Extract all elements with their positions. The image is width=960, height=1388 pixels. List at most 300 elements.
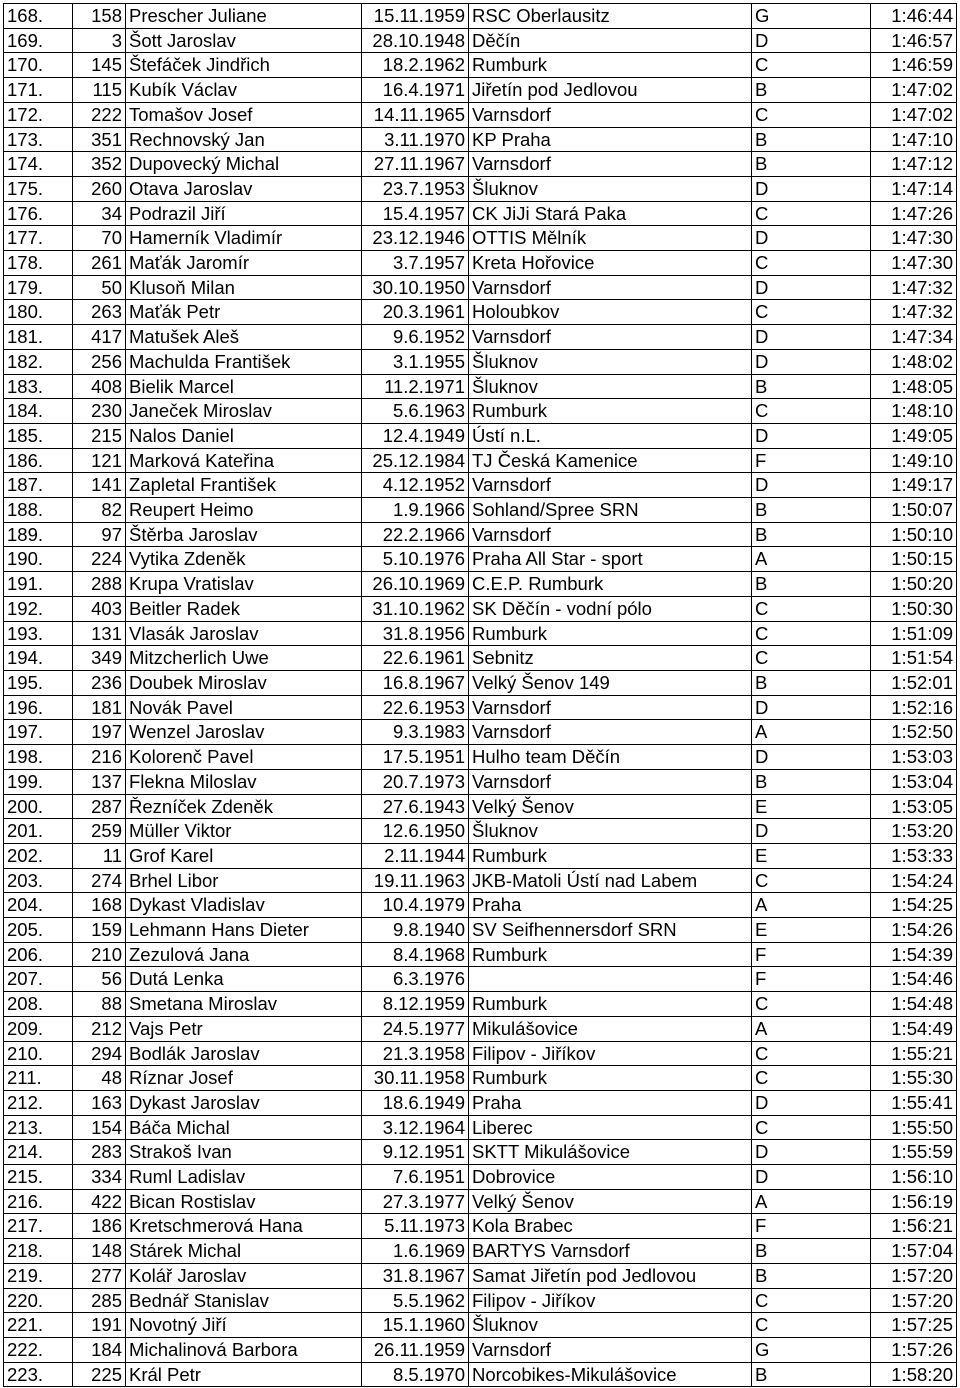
birth-date-cell: 27.6.1943 <box>362 794 469 819</box>
category-cell: C <box>752 621 871 646</box>
category-cell: B <box>752 498 871 523</box>
category-cell: C <box>752 868 871 893</box>
finish-time-cell: 1:56:19 <box>871 1189 957 1214</box>
table-row <box>4 1115 957 1140</box>
birth-date-cell: 9.3.1983 <box>362 720 469 745</box>
runner-name-cell: Rechnovský Jan <box>126 127 362 152</box>
bib-number-cell: 70 <box>73 226 126 251</box>
category-cell: D <box>752 1165 871 1190</box>
runner-name-cell: Novák Pavel <box>126 695 362 720</box>
rank-cell: 168. <box>4 4 73 29</box>
category-cell: B <box>752 769 871 794</box>
club-cell: Šluknov <box>469 819 752 844</box>
rank-cell: 192. <box>4 596 73 621</box>
birth-date-cell: 4.12.1952 <box>362 473 469 498</box>
runner-name-cell: Tomašov Josef <box>126 102 362 127</box>
rank-cell: 185. <box>4 423 73 448</box>
finish-time-cell: 1:47:02 <box>871 102 957 127</box>
rank-cell: 210. <box>4 1041 73 1066</box>
birth-date-cell: 22.6.1953 <box>362 695 469 720</box>
birth-date-cell: 15.11.1959 <box>362 4 469 29</box>
club-cell: Varnsdorf <box>469 473 752 498</box>
category-cell: C <box>752 300 871 325</box>
finish-time-cell: 1:47:32 <box>871 275 957 300</box>
rank-cell: 214. <box>4 1140 73 1165</box>
runner-name-cell: Ríznar Josef <box>126 1066 362 1091</box>
bib-number-cell: 191 <box>73 1313 126 1338</box>
runner-name-cell: Reupert Heimo <box>126 498 362 523</box>
rank-cell: 200. <box>4 794 73 819</box>
birth-date-cell: 17.5.1951 <box>362 745 469 770</box>
finish-time-cell: 1:55:50 <box>871 1115 957 1140</box>
finish-time-cell: 1:54:26 <box>871 918 957 943</box>
club-cell: KP Praha <box>469 127 752 152</box>
bib-number-cell: 48 <box>73 1066 126 1091</box>
finish-time-cell: 1:47:14 <box>871 176 957 201</box>
runner-name-cell: Brhel Libor <box>126 868 362 893</box>
club-cell: Jiřetín pod Jedlovou <box>469 78 752 103</box>
category-cell: A <box>752 720 871 745</box>
finish-time-cell: 1:58:20 <box>871 1362 957 1387</box>
rank-cell: 222. <box>4 1337 73 1362</box>
category-cell: B <box>752 670 871 695</box>
runner-name-cell: Prescher Juliane <box>126 4 362 29</box>
table-row <box>4 819 957 844</box>
bib-number-cell: 210 <box>73 942 126 967</box>
category-cell: C <box>752 646 871 671</box>
bib-number-cell: 3 <box>73 28 126 53</box>
birth-date-cell: 20.7.1973 <box>362 769 469 794</box>
birth-date-cell: 9.12.1951 <box>362 1140 469 1165</box>
club-cell: TJ Česká Kamenice <box>469 448 752 473</box>
rank-cell: 202. <box>4 843 73 868</box>
table-row <box>4 547 957 572</box>
bib-number-cell: 285 <box>73 1288 126 1313</box>
club-cell <box>469 967 752 992</box>
rank-cell: 215. <box>4 1165 73 1190</box>
birth-date-cell: 16.8.1967 <box>362 670 469 695</box>
rank-cell: 182. <box>4 349 73 374</box>
rank-cell: 223. <box>4 1362 73 1387</box>
runner-name-cell: Zapletal František <box>126 473 362 498</box>
bib-number-cell: 115 <box>73 78 126 103</box>
rank-cell: 198. <box>4 745 73 770</box>
table-row <box>4 1165 957 1190</box>
club-cell: Ústí n.L. <box>469 423 752 448</box>
table-row <box>4 893 957 918</box>
category-cell: D <box>752 1140 871 1165</box>
club-cell: Sebnitz <box>469 646 752 671</box>
finish-time-cell: 1:47:34 <box>871 325 957 350</box>
bib-number-cell: 121 <box>73 448 126 473</box>
table-row <box>4 868 957 893</box>
finish-time-cell: 1:49:10 <box>871 448 957 473</box>
table-row <box>4 53 957 78</box>
bib-number-cell: 259 <box>73 819 126 844</box>
club-cell: Filipov - Jiříkov <box>469 1288 752 1313</box>
bib-number-cell: 34 <box>73 201 126 226</box>
runner-name-cell: Doubek Miroslav <box>126 670 362 695</box>
bib-number-cell: 294 <box>73 1041 126 1066</box>
rank-cell: 203. <box>4 868 73 893</box>
table-row <box>4 251 957 276</box>
finish-time-cell: 1:55:41 <box>871 1090 957 1115</box>
rank-cell: 172. <box>4 102 73 127</box>
birth-date-cell: 9.6.1952 <box>362 325 469 350</box>
finish-time-cell: 1:48:05 <box>871 374 957 399</box>
category-cell: C <box>752 201 871 226</box>
birth-date-cell: 19.11.1963 <box>362 868 469 893</box>
category-cell: D <box>752 1090 871 1115</box>
birth-date-cell: 11.2.1971 <box>362 374 469 399</box>
club-cell: CK JiJi Stará Paka <box>469 201 752 226</box>
club-cell: Kola Brabec <box>469 1214 752 1239</box>
rank-cell: 176. <box>4 201 73 226</box>
bib-number-cell: 131 <box>73 621 126 646</box>
category-cell: D <box>752 423 871 448</box>
bib-number-cell: 145 <box>73 53 126 78</box>
rank-cell: 218. <box>4 1239 73 1264</box>
runner-name-cell: Marková Kateřina <box>126 448 362 473</box>
rank-cell: 169. <box>4 28 73 53</box>
club-cell: Velký Šenov <box>469 794 752 819</box>
bib-number-cell: 225 <box>73 1362 126 1387</box>
rank-cell: 181. <box>4 325 73 350</box>
rank-cell: 187. <box>4 473 73 498</box>
runner-name-cell: Stárek Michal <box>126 1239 362 1264</box>
runner-name-cell: Dupovecký Michal <box>126 152 362 177</box>
runner-name-cell: Maťák Petr <box>126 300 362 325</box>
club-cell: Velký Šenov <box>469 1189 752 1214</box>
club-cell: Norcobikes-Mikulášovice <box>469 1362 752 1387</box>
category-cell: D <box>752 226 871 251</box>
birth-date-cell: 14.11.1965 <box>362 102 469 127</box>
table-row <box>4 102 957 127</box>
bib-number-cell: 263 <box>73 300 126 325</box>
bib-number-cell: 163 <box>73 1090 126 1115</box>
finish-time-cell: 1:55:59 <box>871 1140 957 1165</box>
runner-name-cell: Dykast Jaroslav <box>126 1090 362 1115</box>
club-cell: Šluknov <box>469 1313 752 1338</box>
runner-name-cell: Krupa Vratislav <box>126 572 362 597</box>
rank-cell: 199. <box>4 769 73 794</box>
table-row <box>4 1090 957 1115</box>
category-cell: F <box>752 942 871 967</box>
birth-date-cell: 18.2.1962 <box>362 53 469 78</box>
bib-number-cell: 141 <box>73 473 126 498</box>
bib-number-cell: 283 <box>73 1140 126 1165</box>
finish-time-cell: 1:54:24 <box>871 868 957 893</box>
rank-cell: 212. <box>4 1090 73 1115</box>
finish-time-cell: 1:47:30 <box>871 251 957 276</box>
category-cell: D <box>752 349 871 374</box>
club-cell: Praha <box>469 1090 752 1115</box>
table-row <box>4 794 957 819</box>
birth-date-cell: 15.4.1957 <box>362 201 469 226</box>
table-row <box>4 745 957 770</box>
finish-time-cell: 1:49:17 <box>871 473 957 498</box>
table-row <box>4 621 957 646</box>
birth-date-cell: 22.6.1961 <box>362 646 469 671</box>
rank-cell: 191. <box>4 572 73 597</box>
runner-name-cell: Machulda František <box>126 349 362 374</box>
table-row <box>4 646 957 671</box>
table-row <box>4 78 957 103</box>
finish-time-cell: 1:46:59 <box>871 53 957 78</box>
club-cell: C.E.P. Rumburk <box>469 572 752 597</box>
runner-name-cell: Podrazil Jiří <box>126 201 362 226</box>
category-cell: E <box>752 794 871 819</box>
category-cell: A <box>752 893 871 918</box>
category-cell: E <box>752 918 871 943</box>
table-row <box>4 226 957 251</box>
finish-time-cell: 1:47:02 <box>871 78 957 103</box>
runner-name-cell: Michalinová Barbora <box>126 1337 362 1362</box>
birth-date-cell: 18.6.1949 <box>362 1090 469 1115</box>
rank-cell: 220. <box>4 1288 73 1313</box>
rank-cell: 208. <box>4 992 73 1017</box>
category-cell: B <box>752 522 871 547</box>
category-cell: B <box>752 1263 871 1288</box>
runner-name-cell: Kolář Jaroslav <box>126 1263 362 1288</box>
category-cell: B <box>752 127 871 152</box>
rank-cell: 174. <box>4 152 73 177</box>
table-row <box>4 992 957 1017</box>
birth-date-cell: 27.3.1977 <box>362 1189 469 1214</box>
finish-time-cell: 1:56:10 <box>871 1165 957 1190</box>
finish-time-cell: 1:50:15 <box>871 547 957 572</box>
rank-cell: 219. <box>4 1263 73 1288</box>
club-cell: Rumburk <box>469 53 752 78</box>
table-row <box>4 695 957 720</box>
club-cell: Kreta Hořovice <box>469 251 752 276</box>
rank-cell: 190. <box>4 547 73 572</box>
finish-time-cell: 1:49:05 <box>871 423 957 448</box>
runner-name-cell: Kubík Václav <box>126 78 362 103</box>
table-row <box>4 1189 957 1214</box>
results-body <box>4 4 957 1387</box>
bib-number-cell: 256 <box>73 349 126 374</box>
bib-number-cell: 408 <box>73 374 126 399</box>
table-row <box>4 1362 957 1387</box>
finish-time-cell: 1:56:21 <box>871 1214 957 1239</box>
category-cell: B <box>752 78 871 103</box>
club-cell: SV Seifhennersdorf SRN <box>469 918 752 943</box>
table-row <box>4 1066 957 1091</box>
category-cell: C <box>752 1313 871 1338</box>
runner-name-cell: Beitler Radek <box>126 596 362 621</box>
category-cell: D <box>752 695 871 720</box>
rank-cell: 216. <box>4 1189 73 1214</box>
birth-date-cell: 22.2.1966 <box>362 522 469 547</box>
table-row <box>4 670 957 695</box>
runner-name-cell: Král Petr <box>126 1362 362 1387</box>
bib-number-cell: 137 <box>73 769 126 794</box>
table-row <box>4 1041 957 1066</box>
bib-number-cell: 236 <box>73 670 126 695</box>
category-cell: D <box>752 325 871 350</box>
table-row <box>4 423 957 448</box>
bib-number-cell: 212 <box>73 1016 126 1041</box>
rank-cell: 180. <box>4 300 73 325</box>
category-cell: B <box>752 152 871 177</box>
club-cell: Rumburk <box>469 843 752 868</box>
club-cell: Praha <box>469 893 752 918</box>
runner-name-cell: Klusoň Milan <box>126 275 362 300</box>
club-cell: Varnsdorf <box>469 325 752 350</box>
club-cell: Mikulášovice <box>469 1016 752 1041</box>
club-cell: Varnsdorf <box>469 152 752 177</box>
finish-time-cell: 1:57:25 <box>871 1313 957 1338</box>
birth-date-cell: 3.1.1955 <box>362 349 469 374</box>
finish-time-cell: 1:47:12 <box>871 152 957 177</box>
bib-number-cell: 88 <box>73 992 126 1017</box>
rank-cell: 196. <box>4 695 73 720</box>
bib-number-cell: 168 <box>73 893 126 918</box>
finish-time-cell: 1:54:48 <box>871 992 957 1017</box>
runner-name-cell: Ruml Ladislav <box>126 1165 362 1190</box>
birth-date-cell: 3.12.1964 <box>362 1115 469 1140</box>
rank-cell: 206. <box>4 942 73 967</box>
rank-cell: 186. <box>4 448 73 473</box>
table-row <box>4 1239 957 1264</box>
category-cell: C <box>752 1288 871 1313</box>
birth-date-cell: 23.12.1946 <box>362 226 469 251</box>
club-cell: Šluknov <box>469 176 752 201</box>
rank-cell: 205. <box>4 918 73 943</box>
birth-date-cell: 16.4.1971 <box>362 78 469 103</box>
runner-name-cell: Mitzcherlich Uwe <box>126 646 362 671</box>
bib-number-cell: 230 <box>73 399 126 424</box>
category-cell: E <box>752 843 871 868</box>
bib-number-cell: 351 <box>73 127 126 152</box>
club-cell: SKTT Mikulášovice <box>469 1140 752 1165</box>
category-cell: A <box>752 547 871 572</box>
birth-date-cell: 25.12.1984 <box>362 448 469 473</box>
runner-name-cell: Grof Karel <box>126 843 362 868</box>
table-row <box>4 399 957 424</box>
table-row <box>4 596 957 621</box>
birth-date-cell: 28.10.1948 <box>362 28 469 53</box>
finish-time-cell: 1:53:20 <box>871 819 957 844</box>
table-row <box>4 325 957 350</box>
birth-date-cell: 8.4.1968 <box>362 942 469 967</box>
category-cell: D <box>752 28 871 53</box>
table-row <box>4 349 957 374</box>
bib-number-cell: 154 <box>73 1115 126 1140</box>
club-cell: BARTYS Varnsdorf <box>469 1239 752 1264</box>
club-cell: Šluknov <box>469 374 752 399</box>
bib-number-cell: 274 <box>73 868 126 893</box>
rank-cell: 221. <box>4 1313 73 1338</box>
category-cell: C <box>752 596 871 621</box>
club-cell: Varnsdorf <box>469 1337 752 1362</box>
club-cell: Rumburk <box>469 992 752 1017</box>
rank-cell: 178. <box>4 251 73 276</box>
category-cell: C <box>752 53 871 78</box>
table-row <box>4 1263 957 1288</box>
runner-name-cell: Vlasák Jaroslav <box>126 621 362 646</box>
table-row <box>4 572 957 597</box>
finish-time-cell: 1:54:39 <box>871 942 957 967</box>
bib-number-cell: 148 <box>73 1239 126 1264</box>
birth-date-cell: 12.6.1950 <box>362 819 469 844</box>
finish-time-cell: 1:46:57 <box>871 28 957 53</box>
bib-number-cell: 417 <box>73 325 126 350</box>
category-cell: D <box>752 473 871 498</box>
category-cell: B <box>752 572 871 597</box>
bib-number-cell: 224 <box>73 547 126 572</box>
bib-number-cell: 422 <box>73 1189 126 1214</box>
birth-date-cell: 8.5.1970 <box>362 1362 469 1387</box>
bib-number-cell: 56 <box>73 967 126 992</box>
club-cell: Varnsdorf <box>469 695 752 720</box>
bib-number-cell: 352 <box>73 152 126 177</box>
club-cell: RSC Oberlausitz <box>469 4 752 29</box>
table-row <box>4 448 957 473</box>
bib-number-cell: 288 <box>73 572 126 597</box>
finish-time-cell: 1:53:04 <box>871 769 957 794</box>
birth-date-cell: 2.11.1944 <box>362 843 469 868</box>
bib-number-cell: 159 <box>73 918 126 943</box>
finish-time-cell: 1:52:01 <box>871 670 957 695</box>
finish-time-cell: 1:50:30 <box>871 596 957 621</box>
table-row <box>4 1288 957 1313</box>
runner-name-cell: Báča Michal <box>126 1115 362 1140</box>
finish-time-cell: 1:48:02 <box>871 349 957 374</box>
finish-time-cell: 1:53:03 <box>871 745 957 770</box>
runner-name-cell: Smetana Miroslav <box>126 992 362 1017</box>
category-cell: C <box>752 399 871 424</box>
runner-name-cell: Dutá Lenka <box>126 967 362 992</box>
rank-cell: 193. <box>4 621 73 646</box>
finish-time-cell: 1:57:26 <box>871 1337 957 1362</box>
bib-number-cell: 11 <box>73 843 126 868</box>
bib-number-cell: 50 <box>73 275 126 300</box>
bib-number-cell: 82 <box>73 498 126 523</box>
runner-name-cell: Bodlák Jaroslav <box>126 1041 362 1066</box>
birth-date-cell: 8.12.1959 <box>362 992 469 1017</box>
table-row <box>4 152 957 177</box>
bib-number-cell: 186 <box>73 1214 126 1239</box>
runner-name-cell: Vajs Petr <box>126 1016 362 1041</box>
bib-number-cell: 287 <box>73 794 126 819</box>
bib-number-cell: 97 <box>73 522 126 547</box>
birth-date-cell: 3.11.1970 <box>362 127 469 152</box>
club-cell: SK Děčín - vodní pólo <box>469 596 752 621</box>
category-cell: F <box>752 967 871 992</box>
category-cell: D <box>752 745 871 770</box>
bib-number-cell: 197 <box>73 720 126 745</box>
runner-name-cell: Zezulová Jana <box>126 942 362 967</box>
finish-time-cell: 1:51:54 <box>871 646 957 671</box>
birth-date-cell: 5.10.1976 <box>362 547 469 572</box>
rank-cell: 209. <box>4 1016 73 1041</box>
birth-date-cell: 24.5.1977 <box>362 1016 469 1041</box>
finish-time-cell: 1:54:25 <box>871 893 957 918</box>
table-row <box>4 374 957 399</box>
runner-name-cell: Nalos Daniel <box>126 423 362 448</box>
runner-name-cell: Řezníček Zdeněk <box>126 794 362 819</box>
club-cell: Rumburk <box>469 942 752 967</box>
finish-time-cell: 1:57:04 <box>871 1239 957 1264</box>
bib-number-cell: 334 <box>73 1165 126 1190</box>
rank-cell: 183. <box>4 374 73 399</box>
table-row <box>4 1313 957 1338</box>
runner-name-cell: Kolorenč Pavel <box>126 745 362 770</box>
rank-cell: 188. <box>4 498 73 523</box>
bib-number-cell: 222 <box>73 102 126 127</box>
